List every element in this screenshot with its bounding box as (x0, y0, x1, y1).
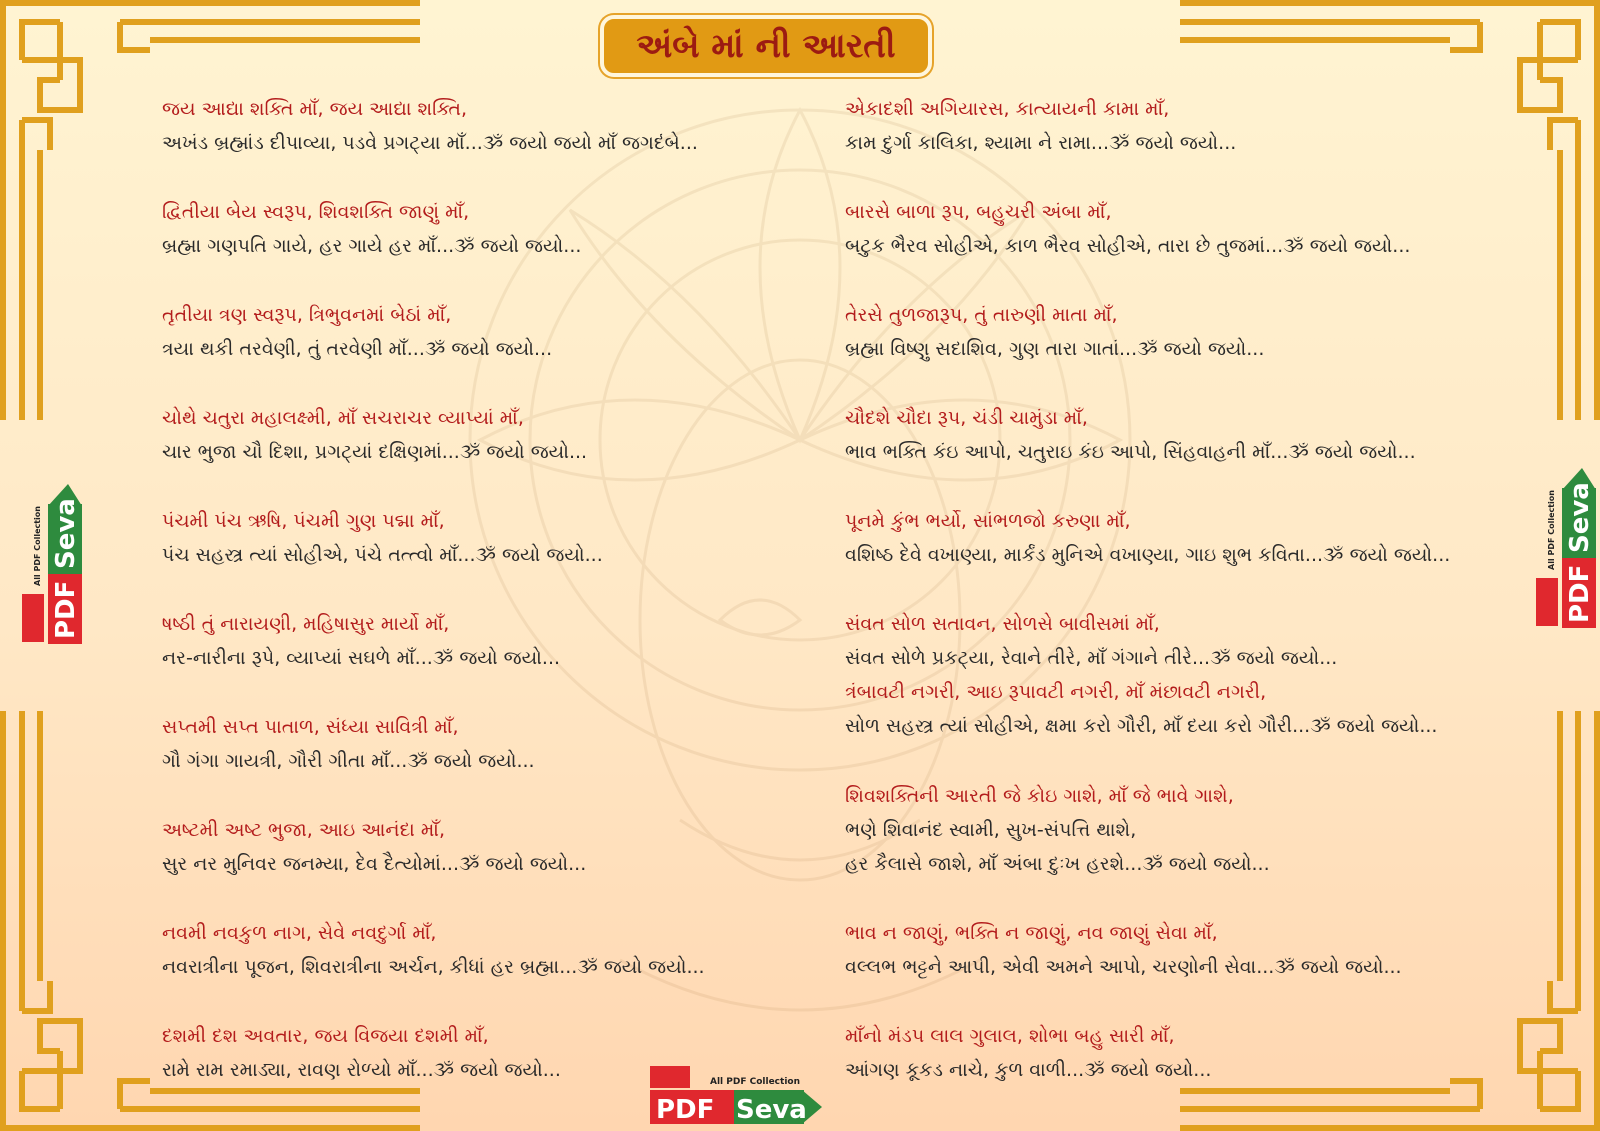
verse (162, 92, 762, 195)
verse-line-red: ચૌદશે ચૌદા રૂપ, ચંડી ચામુંડા માઁ, (845, 407, 1088, 429)
logo-tagline-text: All PDF Collection (33, 506, 42, 586)
verse-line: હર કૈલાસે જાશે, માઁ અંબા દુઃખ હરશે...ૐ જયો જયો... (845, 853, 1270, 875)
verse (162, 916, 762, 1019)
verse-line: ચાર ભુજા ચૌ દિશા, પ્રગટ્યાં દક્ષિણમાં...ૐ જયો જયો... (162, 441, 588, 463)
page-title: અંબે માં ની આરતી (636, 26, 896, 66)
verse-line: બટુક ભૈરવ સોહીએ, કાળ ભૈરવ સોહીએ, તારા છે તુજમાં...ૐ જયો જયો... (845, 235, 1411, 257)
logo-pdf-text: PDF (656, 1095, 715, 1125)
verse-line: કામ દુર્ગા કાલિકા, શ્યામા ને રામા...ૐ જયો જયો... (845, 132, 1237, 154)
verse-line-red: ભાવ ન જાણું, ભક્તિ ન જાણું, નવ જાણું સેવા માઁ, (845, 922, 1218, 944)
verse-line-red: તૃતીયા ત્રણ સ્વરૂપ, ત્રિભુવનમાં બેઠાં માઁ, (162, 304, 452, 326)
verse-line: ભાવ ભક્તિ કંઇ આપો, ચતુરાઇ કંઇ આપો, સિંહવાહની માઁ...ૐ જયો જયો... (845, 441, 1416, 463)
verse-line: અખંડ બ્રહ્માંડ દીપાવ્યા, પડવે પ્રગટ્યા માઁ...ૐ જયો જયો માઁ જગદંબે... (162, 132, 698, 154)
verse-line-red: પંચમી પંચ ઋષિ, પંચમી ગુણ પદ્મા માઁ, (162, 510, 445, 532)
verse-line: વશિષ્ઠ દેવે વખાણ્યા, માર્કંડ મુનિએ વખાણ્યા, ગાઇ શુભ કવિતા...ૐ જયો જયો... (845, 544, 1451, 566)
title-banner (600, 15, 932, 77)
verse (845, 195, 1525, 298)
verse-line: વલ્લભ ભટ્ટને આપી, એવી અમને આપો, ચરણોની સેવા...ૐ જયો જયો... (845, 956, 1402, 978)
verse (162, 710, 762, 813)
verse-line: સોળ સહસ્ત્ર ત્યાં સોહીએ, ક્ષમા કરો ગૌરી, માઁ દયા કરો ગૌરી...ૐ જયો જયો... (845, 715, 1438, 737)
verse-line: ત્રયા થકી તરવેણી, તું તરવેણી માઁ...ૐ જયો જયો... (162, 338, 553, 360)
pdfseva-logo-bottom (650, 1062, 822, 1126)
verse-line: બ્રહ્મા ગણપતિ ગાયે, હર ગાયે હર માઁ...ૐ જયો જયો... (162, 235, 582, 257)
logo-tagline-text: All PDF Collection (1547, 490, 1556, 570)
verse-line: નર-નારીના રૂપે, વ્યાપ્યાં સઘળે માઁ...ૐ જયો જયો... (162, 647, 561, 669)
verse (845, 298, 1525, 401)
verse-line-red: જય આદ્યા શક્તિ માઁ, જય આદ્યા શક્તિ, (162, 98, 468, 120)
verse-line-red: ષષ્ઠી તું નારાયણી, મહિષાસુર માર્યો માઁ, (162, 613, 450, 635)
right-verse-column (845, 92, 1525, 1099)
verse (162, 504, 762, 607)
verse (845, 916, 1525, 1019)
verse (845, 607, 1525, 779)
verse-line-red: સંવત સોળ સતાવન, સોળસે બાવીસમાં માઁ, (845, 613, 1160, 635)
verse (845, 92, 1525, 195)
verse (162, 607, 762, 710)
verse (845, 1019, 1525, 1099)
logo-pdf-text: PDF (51, 580, 81, 639)
verse-line-red: ચોથે ચતુરા મહાલક્ષ્મી, માઁ સચરાચર વ્યાપ્યાં માઁ, (162, 407, 524, 429)
verse-line: નવરાત્રીના પૂજન, શિવરાત્રીના અર્ચન, કીધાં હર બ્રહ્મા...ૐ જયો જયો... (162, 956, 705, 978)
verse-line: આંગણ કૂકડ નાચે, કુળ વાળી...ૐ જયો જયો... (845, 1059, 1212, 1081)
verse-line-red: ત્રંબાવટી નગરી, આઇ રૂપાવટી નગરી, માઁ મંછાવટી નગરી, (845, 681, 1267, 703)
logo-seva-text: Seva (1565, 482, 1595, 553)
verse-line-red: બારસે બાળા રૂપ, બહુચરી અંબા માઁ, (845, 201, 1112, 223)
verse-line: બ્રહ્મા વિષ્ણુ સદાશિવ, ગુણ તારા ગાતાં...ૐ જયો જયો... (845, 338, 1265, 360)
verse-line: ગૌ ગંગા ગાયત્રી, ગૌરી ગીતા માઁ...ૐ જયો જયો... (162, 750, 535, 772)
verse-line: ભણે શિવાનંદ સ્વામી, સુખ-સંપત્તિ થાશે, (845, 819, 1137, 841)
verse (845, 401, 1525, 504)
verse (845, 504, 1525, 607)
pdfseva-logo-right (1532, 468, 1596, 638)
verse (162, 401, 762, 504)
logo-tagline-text: All PDF Collection (710, 1077, 800, 1087)
verse-line-red: શિવશક્તિની આરતી જે કોઇ ગાશે, માઁ જે ભાવે ગાશે, (845, 785, 1234, 807)
verse-line: પંચ સહસ્ત્ર ત્યાં સોહીએ, પંચે તત્ત્વો માઁ...ૐ જયો જયો... (162, 544, 603, 566)
verse-line-red: તેરસે તુળજારૂપ, તું તારુણી માતા માઁ, (845, 304, 1118, 326)
verse-line: સંવત સોળે પ્રકટ્યા, રેવાને તીરે, માઁ ગંગાને તીરે...ૐ જયો જયો... (845, 647, 1338, 669)
verse-line-red: દશમી દશ અવતાર, જય વિજયા દશમી માઁ, (162, 1025, 489, 1047)
verse (162, 298, 762, 401)
verse (845, 779, 1525, 916)
logo-pdf-text: PDF (1565, 564, 1595, 623)
verse-line-red: નવમી નવકુળ નાગ, સેવે નવદુર્ગા માઁ, (162, 922, 437, 944)
verse (162, 195, 762, 298)
logo-seva-text: Seva (51, 498, 81, 569)
verse-line-red: અષ્ટમી અષ્ટ ભુજા, આઇ આનંદા માઁ, (162, 819, 445, 841)
verse-line-red: માઁનો મંડપ લાલ ગુલાલ, શોભા બહુ સારી માઁ, (845, 1025, 1175, 1047)
verse-line: રામે રામ રમાડ્યા, રાવણ રોળ્યો માઁ...ૐ જયો જયો... (162, 1059, 561, 1081)
pdfseva-logo-left (18, 484, 82, 654)
verse-line-red: પૂનમે કુંભ ભર્યો, સાંભળજો કરુણા માઁ, (845, 510, 1131, 532)
verse-line-red: એકાદશી અગિયારસ, કાત્યાયની કામા માઁ, (845, 98, 1170, 120)
verse-line: સુર નર મુનિવર જનમ્યા, દેવ દૈત્યોમાં...ૐ જયો જયો... (162, 853, 587, 875)
verse (162, 813, 762, 916)
verse-line-red: સપ્તમી સપ્ત પાતાળ, સંધ્યા સાવિત્રી માઁ, (162, 716, 459, 738)
logo-seva-text: Seva (736, 1095, 807, 1125)
verse-line-red: દ્વિતીયા બેય સ્વરૂપ, શિવશક્તિ જાણું માઁ, (162, 201, 470, 223)
left-verse-column (162, 92, 762, 1122)
